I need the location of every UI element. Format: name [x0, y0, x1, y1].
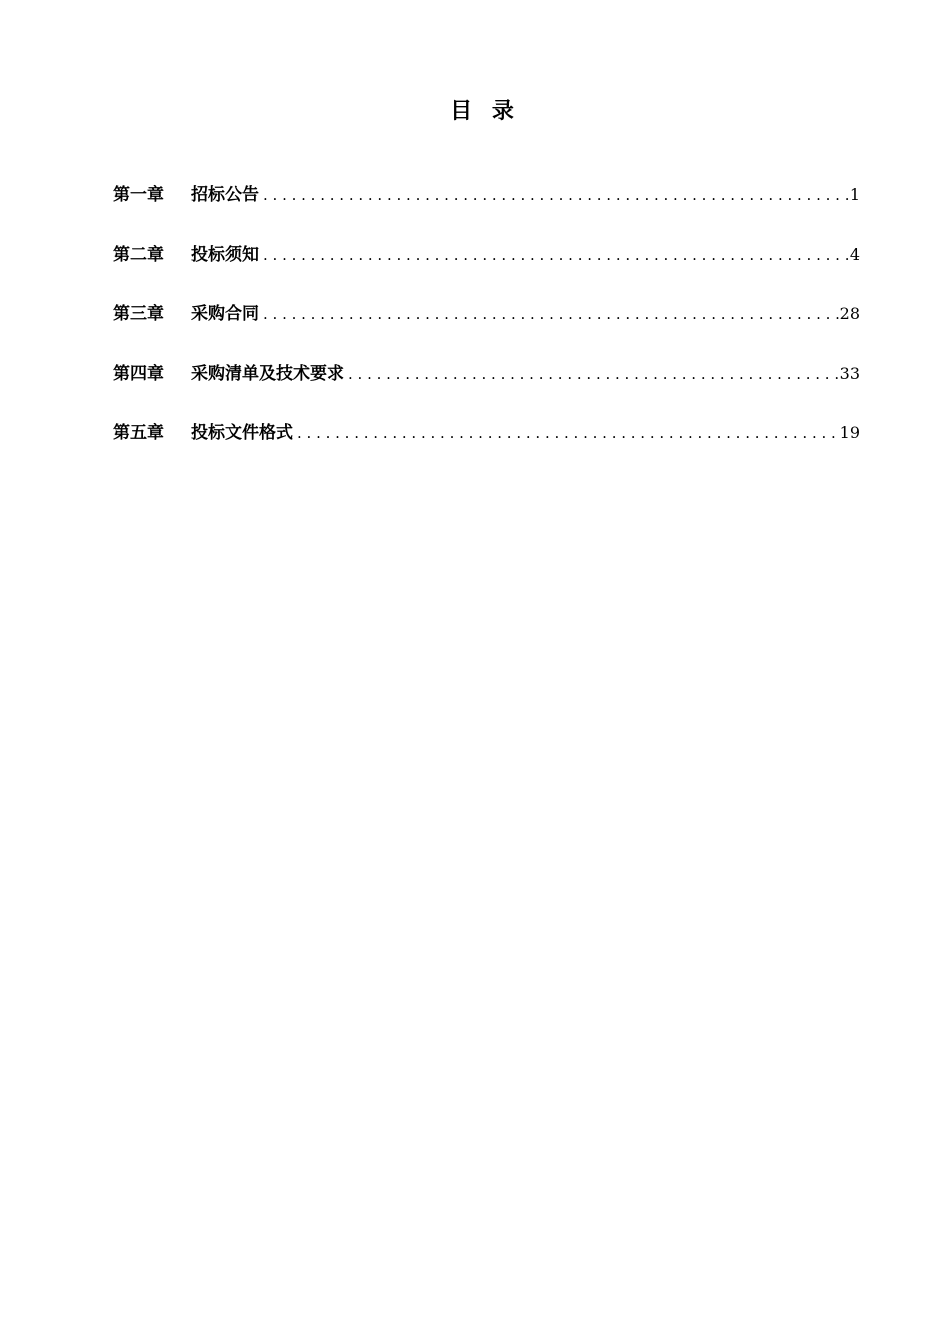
toc-title: 目 录 [450, 98, 520, 124]
toc-heading: 采购合同 [191, 304, 259, 324]
toc-chapter-label: 第四章 [113, 363, 164, 384]
toc-page-number: 4 [849, 244, 860, 264]
toc-heading: 投标须知 [191, 244, 259, 265]
toc-entry-1[interactable] [113, 180, 860, 240]
toc-dot-leader [259, 240, 850, 270]
toc-dot-leader [293, 418, 840, 448]
toc-chapter-label: 第一章 [113, 185, 164, 205]
toc-entry-5[interactable] [113, 418, 860, 478]
toc-heading: 采购清单及技术要求 [191, 363, 344, 384]
toc-chapter-label: 第二章 [113, 244, 164, 265]
toc-chapter-label: 第五章 [113, 423, 164, 443]
toc-chapter-label: 第三章 [113, 304, 164, 324]
toc-heading: 投标文件格式 [191, 423, 293, 443]
toc-dot-leader [259, 180, 850, 210]
toc-entry-2[interactable] [113, 240, 860, 300]
toc-page-number: 28 [839, 304, 860, 323]
toc-page-number: 19 [839, 423, 860, 442]
toc-entry-4[interactable] [113, 359, 860, 419]
toc-dot-leader [259, 299, 840, 329]
toc-page-number: 33 [839, 363, 860, 383]
toc-entry-3[interactable] [113, 299, 860, 359]
toc-dot-leader [344, 359, 840, 389]
toc-heading: 招标公告 [191, 185, 259, 205]
toc-list [113, 180, 860, 478]
toc-page-number: 1 [849, 185, 860, 204]
